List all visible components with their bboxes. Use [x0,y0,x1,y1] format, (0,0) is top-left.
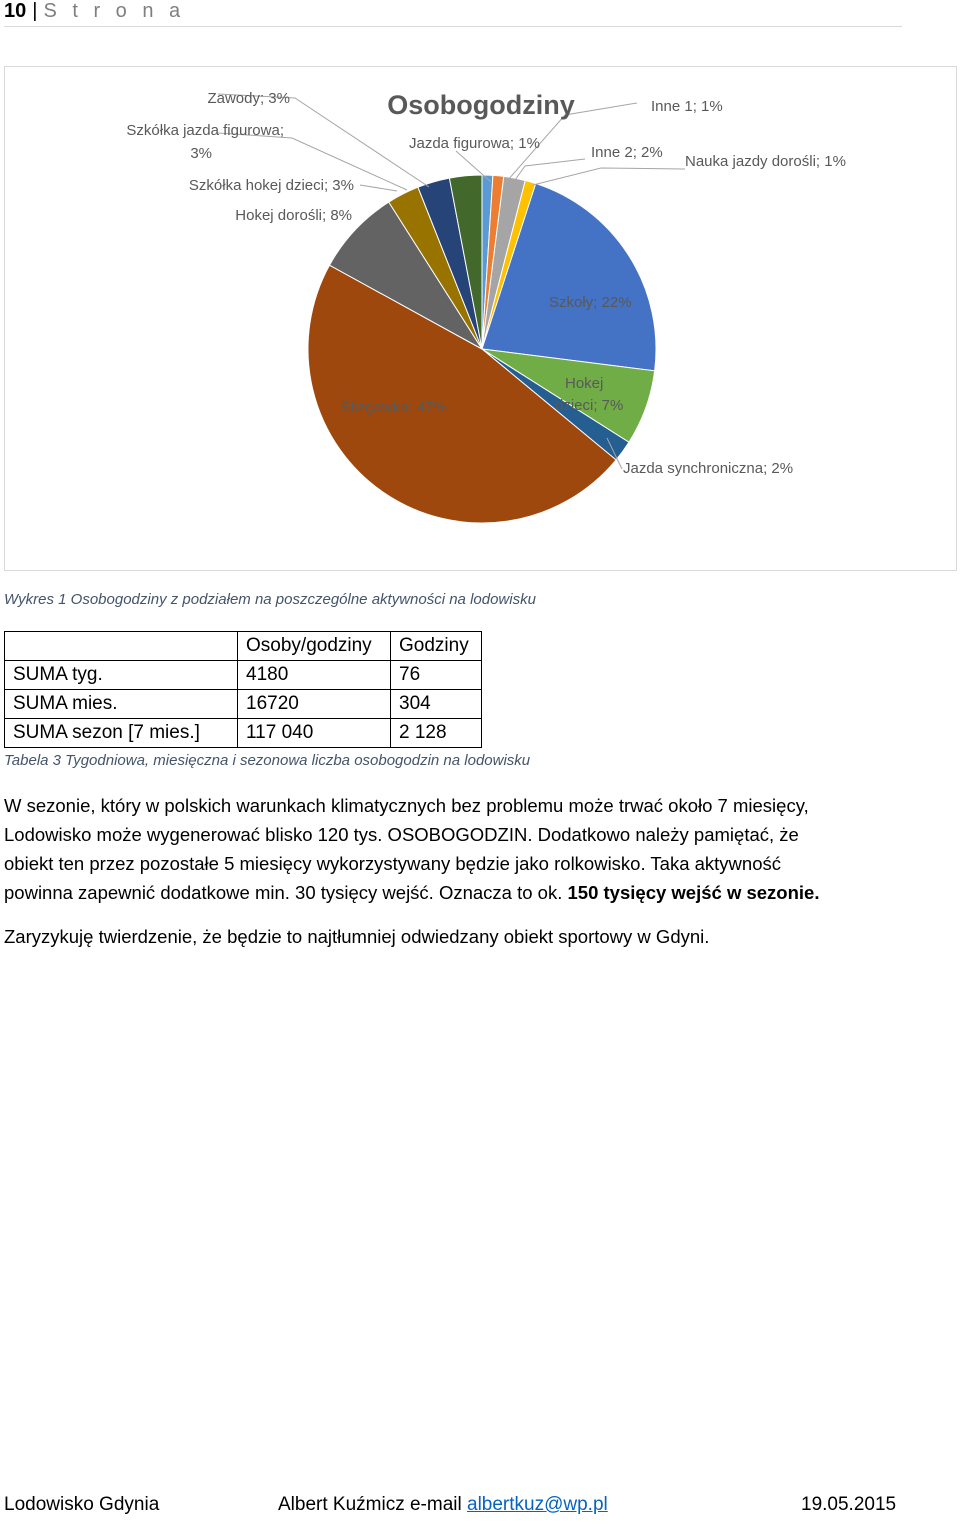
label-zawody: Zawody; 3% [207,90,290,107]
label-hokej-dorosli: Hokej dorośli; 8% [235,207,352,224]
paragraph-1-emphasis: 150 tysięcy wejść w sezonie. [567,882,820,903]
pie-chart [5,67,958,572]
table-cell: 4180 [238,661,391,690]
chart-title: Osobogodziny [387,90,575,120]
footer-date: 19.05.2015 [801,1494,897,1515]
label-szkolka-hokej: Szkółka hokej dzieci; 3% [188,177,354,194]
table-cell: SUMA sezon [7 mies.] [5,719,238,748]
table-cell: SUMA mies. [5,690,238,719]
pie-chart-frame [4,66,957,571]
footer-author [278,1494,608,1516]
table-row [5,661,482,690]
table-header-cell: Osoby/godziny [238,632,391,661]
label-szkolka-jf-2: 3% [190,145,212,162]
label-hokej-dzieci-2: dzieci; 7% [555,397,624,414]
paragraph-1-line: obiekt ten przez pozostałe 5 miesięcy wykorzystywany będzie jako rolkowisko. Taka aktywność [4,853,781,874]
table-caption: Tabela 3 Tygodniowa, miesięczna i sezonowa liczba osobogodzin na lodowisku [4,752,531,769]
label-nauka: Nauka jazdy dorośli; 1% [685,153,846,170]
page-word: S t r o n a [43,0,186,22]
label-hokej-dzieci-1: Hokej [565,375,604,392]
table-header-row [5,632,482,661]
label-szkoly: Szkoły; 22% [549,294,632,311]
label-inne2: Inne 2; 2% [591,144,663,161]
leader-szkolka-hokej [360,185,397,191]
label-synchro: Jazda synchroniczna; 2% [623,460,794,477]
page-number: 10 [4,0,27,22]
table-cell: 117 040 [238,719,391,748]
paragraph-1-line: W sezonie, który w polskich warunkach klimatycznych bez problemu może trwać około 7 miesięcy, [4,795,809,816]
label-slizgawka: Ślizgawka; 47% [341,399,447,416]
paragraph-1-line [4,878,904,907]
table-cell: 16720 [238,690,391,719]
footer-author-text: Albert Kuźmicz e-mail [278,1494,467,1515]
table-cell: 304 [391,690,482,719]
table-cell: SUMA tyg. [5,661,238,690]
table-header-cell [5,632,238,661]
table-row [5,719,482,748]
header-rule [4,26,902,27]
paragraph-1 [4,791,904,907]
paragraph-1-text: powinna zapewnić dodatkowe min. 30 tysięcy wejść. Oznacza to ok. [4,882,568,903]
label-jazda-figurowa: Jazda figurowa; 1% [409,135,540,152]
header-separator: | [32,0,38,22]
table-cell: 2 128 [391,719,482,748]
table-header-cell: Godziny [391,632,482,661]
label-inne1: Inne 1; 1% [651,98,723,115]
chart-caption: Wykres 1 Osobogodziny z podziałem na poszczególne aktywności na lodowisku [4,591,536,608]
summary-table [4,631,482,748]
table-row [5,690,482,719]
footer-left: Lodowisko Gdynia [4,1494,160,1515]
paragraph-1-line: Lodowisko może wygenerować blisko 120 tys. OSOBOGODZIN. Dodatkowo należy pamiętać, że [4,824,799,845]
footer-email-link[interactable]: albertkuz@wp.pl [467,1494,608,1515]
paragraph-2: Zaryzykuję twierdzenie, że będzie to najtłumniej odwiedzany obiekt sportowy w Gdyni. [4,926,710,947]
label-szkolka-jf-1: Szkółka jazda figurowa; [126,122,284,139]
leader-nauka [533,168,685,185]
table-cell: 76 [391,661,482,690]
leader-inne2 [515,159,585,180]
